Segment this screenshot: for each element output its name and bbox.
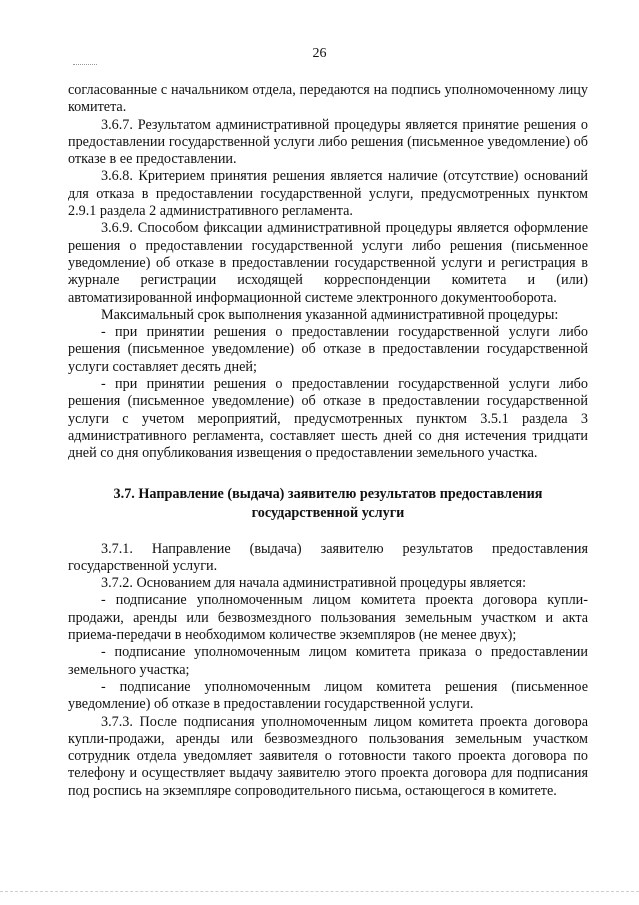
list-item-refusal-signing: - подписание уполномоченным лицом комитета решения (письменное уведомление) об отказе в предоставлении государственной услуги. xyxy=(68,678,588,713)
document-body xyxy=(68,82,588,800)
paragraph-max-term: Максимальный срок выполнения указанной административной процедуры: xyxy=(101,306,559,323)
paragraph-3-6-8: 3.6.8. Критерием принятия решения является наличие (отсутствие) оснований для отказа в предоставлении государственной услуги, предусмотренных пунктом 2.9.1 раздела 2 административного регламента. xyxy=(68,168,588,220)
paragraph-3-6-7: 3.6.7. Результатом административной процедуры является принятие решения о предоставлении государственной услуги либо решения (письменное уведомление) об отказе в ее предоставлении. xyxy=(68,116,588,168)
list-item-order-signing: - подписание уполномоченным лицом комитета приказа о предоставлении земельного участка; xyxy=(68,644,588,678)
list-item-contract-signing: - подписание уполномоченным лицом комитета проекта договора купли-продажи, аренды или безвозмездного пользования земельным участком и акта приема-передачи в необходимом количестве экземпляров (не менее двух); xyxy=(68,592,588,644)
scan-mark xyxy=(73,64,97,68)
scan-edge-line xyxy=(0,891,639,892)
section-heading-3-7: 3.7. Направление (выдача) заявителю результатов предоставления государственной услуги xyxy=(113,485,543,521)
list-item-six-days: - при принятии решения о предоставлении государственной услуги либо решения (письменное уведомление) об отказе в предоставлении государственной услуги с учетом мероприятий, предусмотренных пунктом 3.5.1 раздела 3 административного регламента, составляет шесть дней со дня истечения тридцати дней со дня опубликования извещения о предоставлении земельного участка. xyxy=(68,376,588,462)
paragraph-continuation: согласованные с начальником отдела, передаются на подпись уполномоченному лицу комитета. xyxy=(68,82,588,116)
page-number: 26 xyxy=(312,46,327,61)
paragraph-3-6-9: 3.6.9. Способом фиксации административной процедуры является оформление решения о предоставлении государственной услуги либо решения (письменное уведомление) об отказе в предоставлении государственной услуги и регистрация в журнале регистрации исходящей корреспонденции комитета и (или) автоматизированной информационной системе электронного документооборота. xyxy=(68,220,588,306)
paragraph-3-7-2: 3.7.2. Основанием для начала административной процедуры является: xyxy=(101,575,527,592)
paragraph-3-7-3: 3.7.3. После подписания уполномоченным лицом комитета проекта договора купли-продажи, аренды или безвозмездного пользования земельным участком сотрудник отдела уведомляет заявителя о готовности такого проекта договора по телефону и осуществляет выдачу заявителю этого проекта договора для подписания под роспись на экземпляре сопроводительного письма, остающегося в комитете. xyxy=(68,713,588,799)
list-item-ten-days: - при принятии решения о предоставлении государственной услуги либо решения (письменное уведомление) об отказе в предоставлении государственной услуги составляет десять дней; xyxy=(68,324,588,375)
paragraph-3-7-1: 3.7.1. Направление (выдача) заявителю результатов предоставления государственной услуги. xyxy=(68,540,588,574)
